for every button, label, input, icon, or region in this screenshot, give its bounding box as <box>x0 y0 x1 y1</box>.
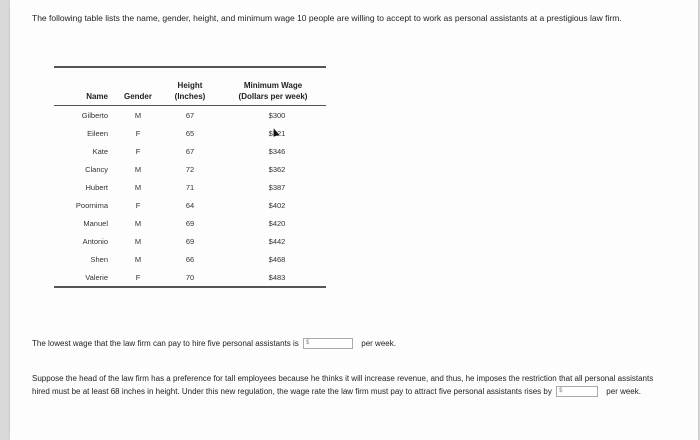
table-row <box>54 160 326 178</box>
header-gender: Gender <box>123 92 152 101</box>
table-row <box>54 124 326 142</box>
cell-height: 66 <box>185 254 195 264</box>
cell-wage: $346 <box>268 146 286 156</box>
cell-name: Manuel <box>83 218 108 228</box>
table-row <box>54 214 326 232</box>
header-height-top: Height <box>177 81 203 90</box>
cell-name: Gilberto <box>81 110 108 120</box>
cell-name: Hubert <box>85 182 108 192</box>
table-row <box>54 106 326 124</box>
header-wage-bottom: (Dollars per week) <box>238 92 308 101</box>
question-height-restriction <box>32 372 672 398</box>
cell-wage: $321 <box>268 128 286 138</box>
header-height-bottom: (Inches) <box>174 92 206 101</box>
cell-name: Clancy <box>85 164 108 174</box>
wage-increase-input[interactable]: $ <box>556 386 598 397</box>
cell-wage: $483 <box>268 272 286 282</box>
question2-text: Suppose the head of the law firm has a preference for tall employees because he thinks it will increase revenue, and thus, he imposes the restriction that all personal assistants hired must be at least 68 inches in height. Under this new regulation, the wage rate the law firm must pay to attract five personal assistants rises by <box>32 374 654 396</box>
table-row <box>54 250 326 268</box>
cell-gender: M <box>134 182 142 192</box>
cell-gender: F <box>135 272 141 282</box>
table-bottom-rule <box>54 286 326 288</box>
table-row <box>54 196 326 214</box>
document-page <box>10 0 698 440</box>
question2-suffix: per week. <box>606 387 641 396</box>
header-wage-top: Minimum Wage <box>243 81 303 90</box>
cell-height: 67 <box>185 146 195 156</box>
cell-wage: $362 <box>268 164 286 174</box>
cell-name: Valerie <box>85 272 108 282</box>
cell-height: 70 <box>185 272 195 282</box>
question1-suffix: per week. <box>361 339 396 348</box>
cell-name: Antonio <box>82 236 108 246</box>
cell-wage: $442 <box>268 236 286 246</box>
table-row <box>54 142 326 160</box>
cell-height: 64 <box>185 200 195 210</box>
cell-wage: $387 <box>268 182 286 192</box>
cell-wage: $420 <box>268 218 286 228</box>
cell-name: Shen <box>90 254 108 264</box>
data-table <box>54 66 326 288</box>
cell-gender: M <box>134 236 142 246</box>
cell-name: Kate <box>92 146 108 156</box>
cell-height: 69 <box>185 218 195 228</box>
table-row <box>54 232 326 250</box>
cell-gender: M <box>134 164 142 174</box>
cell-wage: $468 <box>268 254 286 264</box>
question1-text: The lowest wage that the law firm can pay to hire five personal assistants is <box>32 339 299 348</box>
header-name: Name <box>86 92 108 101</box>
cell-height: 67 <box>185 110 195 120</box>
cell-height: 72 <box>185 164 195 174</box>
cell-height: 71 <box>185 182 195 192</box>
question-lowest-wage <box>32 338 396 350</box>
cell-gender: F <box>135 200 141 210</box>
cell-height: 69 <box>185 236 195 246</box>
cell-gender: M <box>134 254 142 264</box>
cell-gender: F <box>135 128 141 138</box>
cell-gender: M <box>134 218 142 228</box>
cell-wage: $300 <box>268 110 286 120</box>
cell-wage: $402 <box>268 200 286 210</box>
table-row <box>54 268 326 286</box>
cell-gender: F <box>135 146 141 156</box>
cell-gender: M <box>134 110 142 120</box>
cell-name: Poornima <box>75 200 108 210</box>
cell-name: Eileen <box>87 128 108 138</box>
intro-text: The following table lists the name, gender, height, and minimum wage 10 people are willing to accept to work as personal assistants at a prestigious law firm. <box>32 13 622 23</box>
table-row <box>54 178 326 196</box>
lowest-wage-input[interactable]: $ <box>303 338 353 349</box>
cell-height: 65 <box>185 128 195 138</box>
